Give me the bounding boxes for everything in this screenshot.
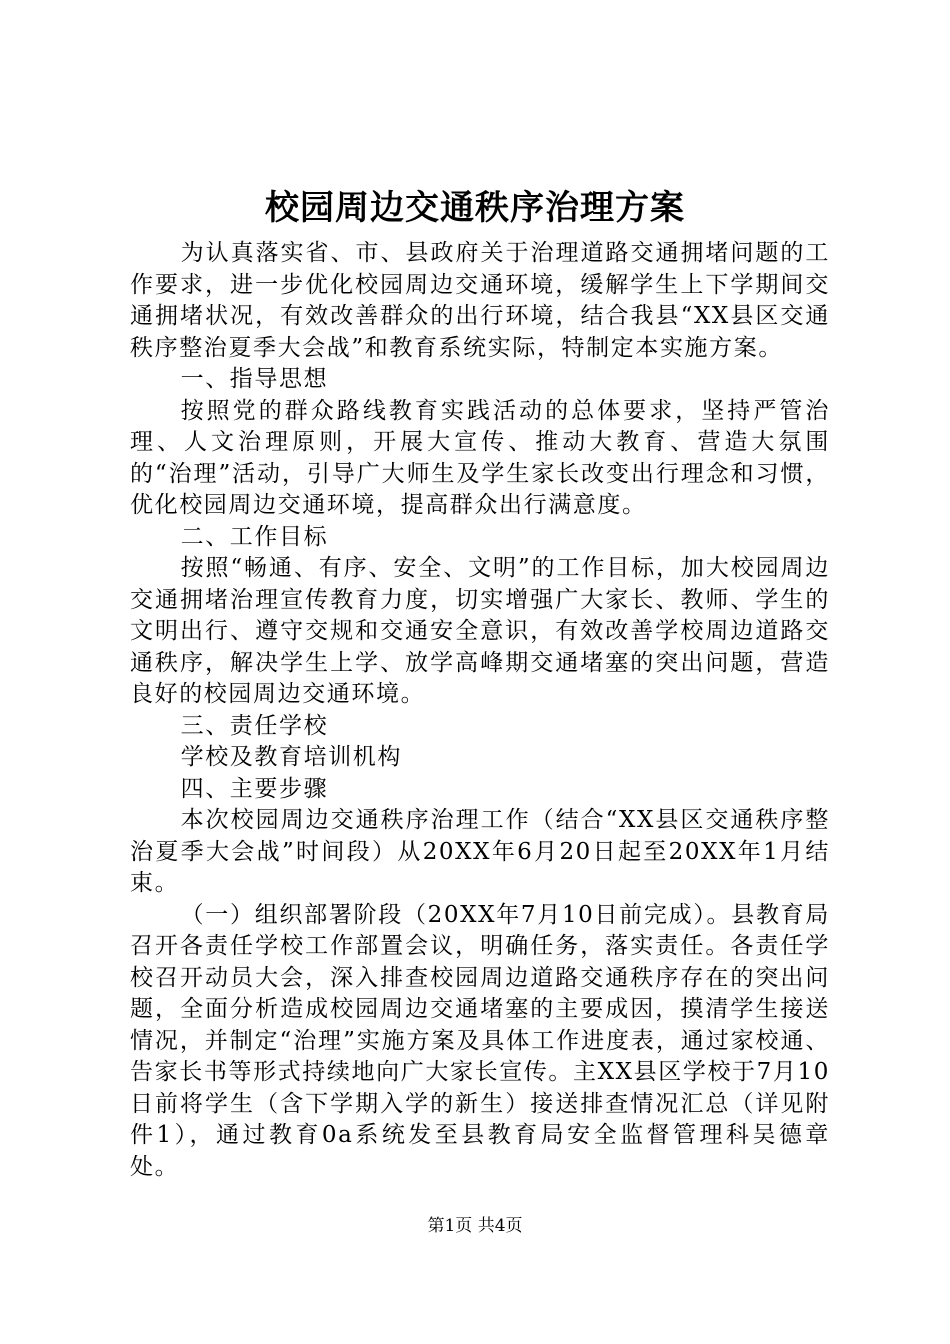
page-footer: 第1页 共4页 [427, 1216, 523, 1236]
responsible-schools-paragraph: 学校及教育培训机构 [180, 744, 402, 770]
document-title: 校园周边交通秩序治理方案 [265, 188, 685, 228]
guiding-ideology-paragraph: 按照党的群众路线教育实践活动的总体要求，坚持严管治理、人文治理原则，开展大宣传、推动大教育、营造大氛围的“治理”活动，引导广大师生及学生家长改变出行理念和习惯，优化校园周边交通环境，提高群众出行满意度。 [130, 397, 830, 518]
section-heading-guiding-ideology: 一、指导思想 [180, 366, 329, 392]
work-goals-paragraph: 按照“畅通、有序、安全、文明”的工作目标，加大校园周边交通拥堵治理宣传教育力度，切实增强广大家长、教师、学生的文明出行、遵守交规和交通安全意识，有效改善学校周边道路交通秩序，解决学生上学、放学高峰期交通堵塞的突出问题，营造良好的校园周边交通环境。 [130, 555, 830, 707]
section-heading-main-steps: 四、主要步骤 [180, 775, 329, 802]
document-body [130, 238, 830, 1183]
organization-phase-paragraph: （一）组织部署阶段（20XX年7月10日前完成）。县教育局召开各责任学校工作部置会议，明确任务，落实责任。各责任学校召开动员大会，深入排查校园周边道路交通秩序存在的突出问题，全面分析造成校园周边交通堵塞的主要成因，摸清学生接送情况，并制定“治理”实施方案及具体工作进度表，通过家校通、告家长书等形式持续地向广大家长宣传。主XX县区学校于7月10日前将学生（含下学期入学的新生）接送排查情况汇总（详见附件1），通过教育0a系统发至县教育局安全监督管理科吴德章处。 [130, 901, 830, 1180]
section-heading-work-goals: 二、工作目标 [180, 523, 329, 550]
section-heading-responsible-schools: 三、责任学校 [180, 712, 329, 739]
intro-paragraph: 为认真落实省、市、县政府关于治理道路交通拥堵问题的工作要求，进一步优化校园周边交通环境，缓解学生上下学期间交通拥堵状况，有效改善群众的出行环境，结合我县“XX县区交通秩序整治夏季大会战”和教育系统实际，特制定本实施方案。 [130, 240, 830, 361]
main-steps-paragraph: 本次校园周边交通秩序治理工作（结合“XX县区交通秩序整治夏季大会战”时间段）从20XX年6月20日起至20XX年1月结束。 [130, 807, 830, 896]
